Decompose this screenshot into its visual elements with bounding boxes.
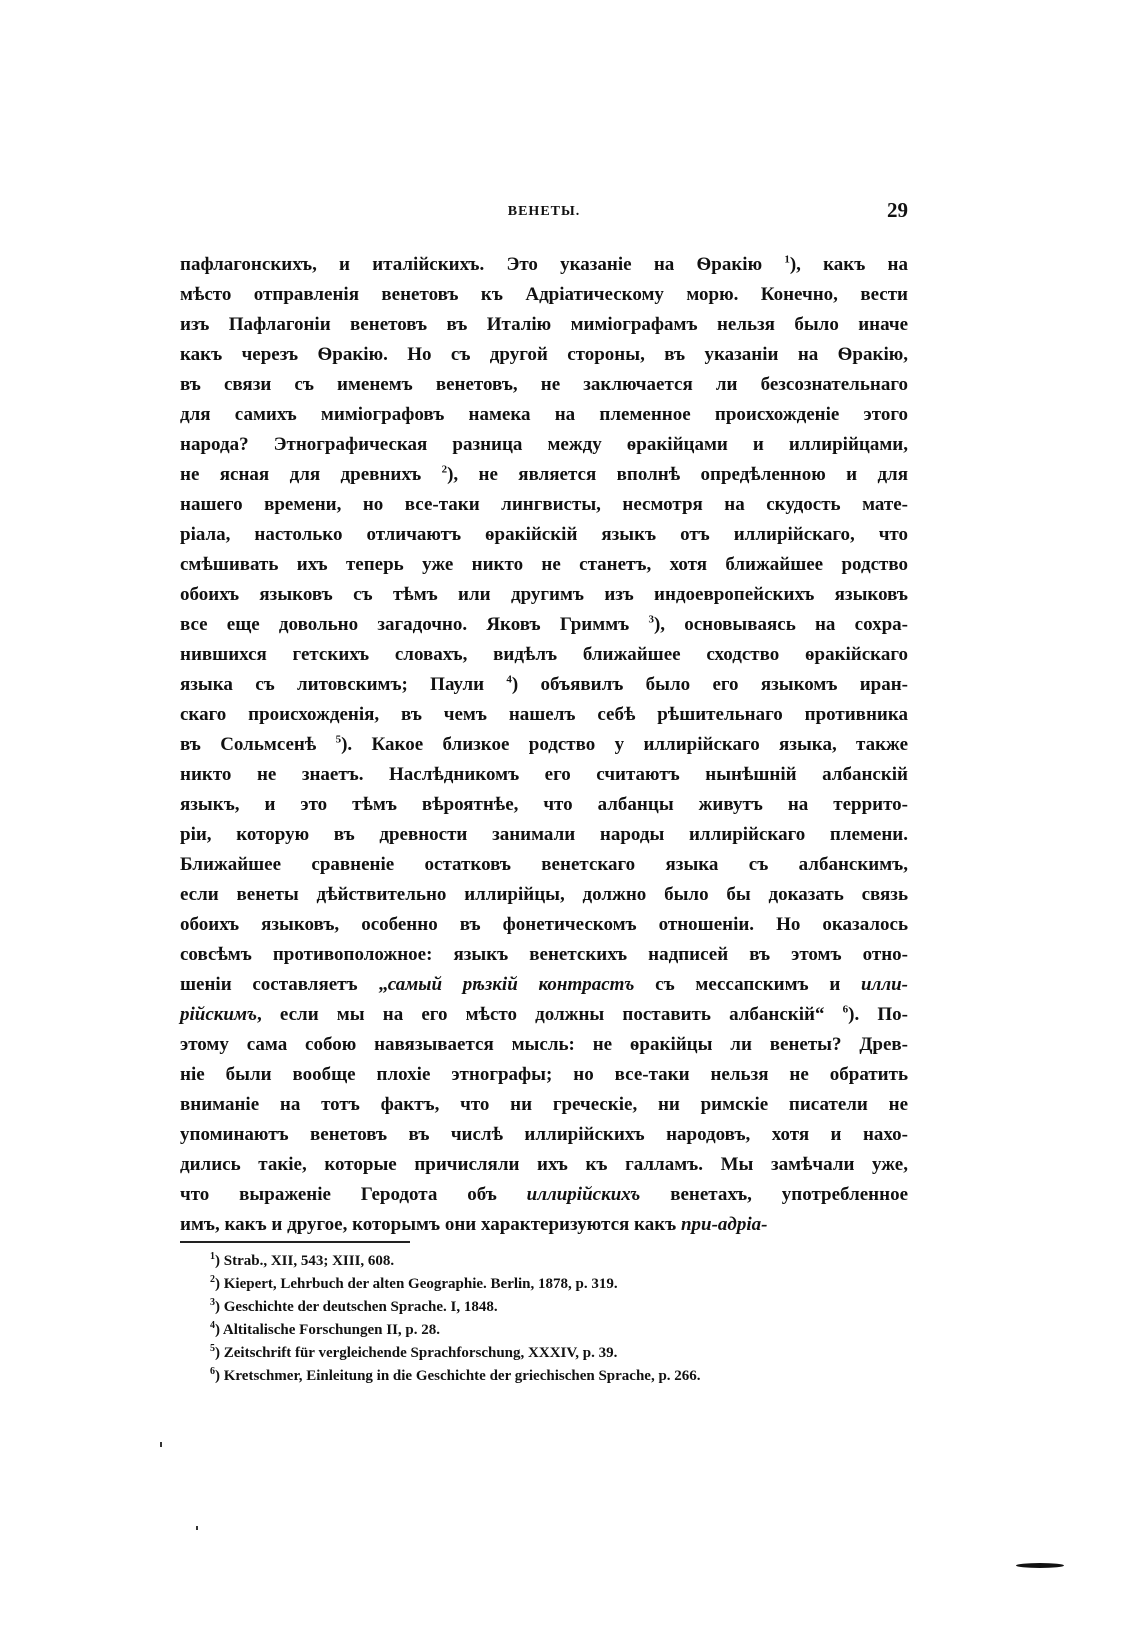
page-number: 29 — [887, 198, 908, 222]
footnote-reference: 3 — [648, 613, 654, 626]
text-line — [180, 670, 908, 700]
line-text: нашего времени, но все-таки лингвисты, несмотря на скудость мате- — [180, 494, 908, 515]
scan-speck — [196, 1526, 198, 1530]
text-line — [180, 1210, 908, 1240]
text-line — [180, 400, 908, 430]
footnote-mark: 2 — [210, 1274, 215, 1285]
text-line — [180, 280, 908, 310]
text-line — [180, 880, 908, 910]
line-text: въ связи съ именемъ венетовъ, не заключается ли безсознательнаго — [180, 374, 908, 395]
text-line — [180, 910, 908, 940]
line-text: если венеты дѣйствительно иллирійцы, должно было бы доказать связь — [180, 884, 908, 905]
line-text: нившихся гетскихъ словахъ, видѣлъ ближайшее сходство ѳракійскаго — [180, 644, 908, 665]
footnote-reference: 6 — [842, 1003, 849, 1016]
text-line — [180, 460, 908, 490]
line-text: , если мы на его мѣсто должны поставить албанскій“ — [257, 1004, 843, 1025]
italic-text: илли- — [861, 974, 908, 995]
text-line — [180, 550, 908, 580]
footnote-reference: 5 — [335, 733, 342, 746]
line-text: вниманіе на тотъ фактъ, что ни греческіе, ни римскіе писатели не — [180, 1094, 908, 1115]
footnote-mark: 1 — [210, 1251, 215, 1262]
text-line — [180, 1150, 908, 1180]
footnote-rule — [180, 1241, 410, 1243]
text-line — [180, 490, 908, 520]
text-line — [180, 730, 908, 760]
line-text: съ мессапскимъ и — [634, 974, 862, 995]
line-text: все еще довольно загадочно. Яковъ Гриммъ — [180, 614, 649, 635]
line-text: дились такіе, которые причисляли ихъ къ галламъ. Мы замѣчали уже, — [180, 1154, 908, 1175]
line-text: въ Сольмсенѣ — [180, 734, 336, 755]
italic-text: самый рѣзкій контрастъ — [387, 974, 635, 995]
line-text: совсѣмъ противоположное: языкъ венетскихъ надписей въ этомъ отно- — [180, 944, 908, 965]
text-line — [180, 760, 908, 790]
footnote — [210, 1250, 910, 1273]
line-text: народа? Этнографическая разница между ѳракійцами и иллирійцами, — [180, 434, 908, 455]
line-text: ). По- — [848, 1004, 908, 1025]
text-line — [180, 1180, 908, 1210]
footnote — [210, 1296, 910, 1319]
text-line — [180, 370, 908, 400]
text-line — [180, 1030, 908, 1060]
footnote — [210, 1319, 910, 1342]
text-line — [180, 310, 908, 340]
line-text: не ясная для древнихъ — [180, 464, 442, 485]
text-line — [180, 250, 908, 280]
line-text: что выраженіе Геродота объ — [180, 1184, 527, 1205]
text-line — [180, 970, 908, 1000]
text-line — [180, 940, 908, 970]
footnote-reference: 1 — [784, 253, 790, 266]
text-line — [180, 1060, 908, 1090]
text-line — [180, 790, 908, 820]
body-text — [180, 250, 908, 1240]
line-text: ). Какое близкое родство у иллирійскаго языка, также — [341, 734, 908, 755]
text-line — [180, 430, 908, 460]
scan-speck — [160, 1442, 162, 1447]
footnote — [210, 1342, 910, 1365]
footnote-text: ) Geschichte der deutschen Sprache. I, 1848. — [215, 1299, 498, 1315]
text-line — [180, 1090, 908, 1120]
footnote — [210, 1273, 910, 1296]
line-text: Ближайшее сравненіе остатковъ венетскаго языка съ албанскимъ, — [180, 854, 908, 875]
line-text: языкъ, и это тѣмъ вѣроятнѣе, что албанцы живутъ на террито- — [180, 794, 908, 815]
footnotes — [210, 1250, 910, 1388]
line-text: ), основываясь на сохра- — [653, 614, 908, 635]
italic-text: рійскимъ — [180, 1004, 258, 1025]
footnote-text: ) Kretschmer, Einleitung in die Geschichte der griechischen Sprache, p. 266. — [215, 1368, 701, 1384]
text-line — [180, 520, 908, 550]
page-header — [180, 198, 908, 228]
footnote-mark: 3 — [210, 1297, 215, 1308]
text-line — [180, 700, 908, 730]
line-text: никто не знаетъ. Наслѣдникомъ его считаютъ нынѣшній албанскій — [180, 764, 908, 785]
line-text: упоминаютъ венетовъ въ числѣ иллирійскихъ народовъ, хотя и нахо- — [180, 1124, 908, 1145]
text-line — [180, 340, 908, 370]
line-text: изъ Пафлагоніи венетовъ въ Италію миміографамъ нельзя было иначе — [180, 314, 908, 335]
text-line — [180, 1120, 908, 1150]
line-text: ), какъ на — [789, 254, 908, 275]
text-line — [180, 1000, 908, 1030]
footnote-mark: 6 — [210, 1366, 215, 1377]
text-line — [180, 610, 908, 640]
running-head: ВЕНЕТЫ. — [507, 204, 581, 219]
line-text: этому сама собою навязывается мысль: не ѳракійцы ли венеты? Древ- — [180, 1034, 908, 1055]
line-text: венетахъ, употребленное — [640, 1184, 909, 1205]
footnote-text: ) Strab., XII, 543; XIII, 608. — [215, 1253, 395, 1269]
scan-dash-mark — [1016, 1563, 1064, 1568]
footnote — [210, 1365, 910, 1388]
text-line — [180, 640, 908, 670]
line-text: обоихъ языковъ, особенно въ фонетическомъ отношеніи. Но оказалось — [180, 914, 908, 935]
line-text: имъ, какъ и другое, которымъ они характеризуются какъ — [180, 1214, 681, 1235]
footnote-mark: 5 — [210, 1343, 215, 1354]
line-text: обоихъ языковъ съ тѣмъ или другимъ изъ индоевропейскихъ языковъ — [180, 584, 908, 605]
footnote-text: ) Altitalische Forschungen II, p. 28. — [215, 1322, 441, 1338]
footnote-reference: 2 — [441, 463, 448, 476]
line-text: скаго происхожденія, въ чемъ нашелъ себѣ рѣшительнаго противника — [180, 704, 908, 725]
line-text: смѣшивать ихъ теперь уже никто не станетъ, хотя ближайшее родство — [180, 554, 908, 575]
line-text: для самихъ миміографовъ намека на племенное происхожденіе этого — [180, 404, 908, 425]
italic-text: при-адріа- — [680, 1214, 768, 1235]
line-text: ріала, настолько отличаютъ ѳракійскій языкъ отъ иллирійскаго, что — [180, 524, 908, 545]
line-text: пафлагонскихъ, и италійскихъ. Это указаніе на Ѳракію — [180, 254, 785, 275]
text-line — [180, 580, 908, 610]
line-text: ) объявилъ было его языкомъ иран- — [511, 674, 909, 695]
line-text: какъ черезъ Ѳракію. Но съ другой стороны, въ указаніи на Ѳракію, — [180, 344, 908, 365]
line-text: ріи, которую въ древности занимали народы иллирійскаго племени. — [180, 824, 908, 845]
line-text: мѣсто отправленія венетовъ къ Адріатическому морю. Конечно, вести — [180, 284, 908, 305]
line-text: языка съ литовскимъ; Паули — [180, 674, 507, 695]
footnote-text: ) Kiepert, Lehrbuch der alten Geographie. Berlin, 1878, p. 319. — [215, 1276, 618, 1292]
footnote-reference: 4 — [506, 673, 512, 686]
line-text: ніе были вообще плохіе этнографы; но все-таки нельзя не обратить — [180, 1064, 908, 1085]
italic-text: иллирійскихъ — [526, 1184, 641, 1205]
footnote-mark: 4 — [210, 1320, 215, 1331]
text-line — [180, 850, 908, 880]
text-line — [180, 820, 908, 850]
footnote-text: ) Zeitschrift für vergleichende Sprachforschung, XXXIV, p. 39. — [215, 1345, 618, 1361]
line-text: ), не является вполнѣ опредѣленною и для — [447, 464, 908, 485]
line-text: шеніи составляетъ „ — [180, 974, 388, 995]
